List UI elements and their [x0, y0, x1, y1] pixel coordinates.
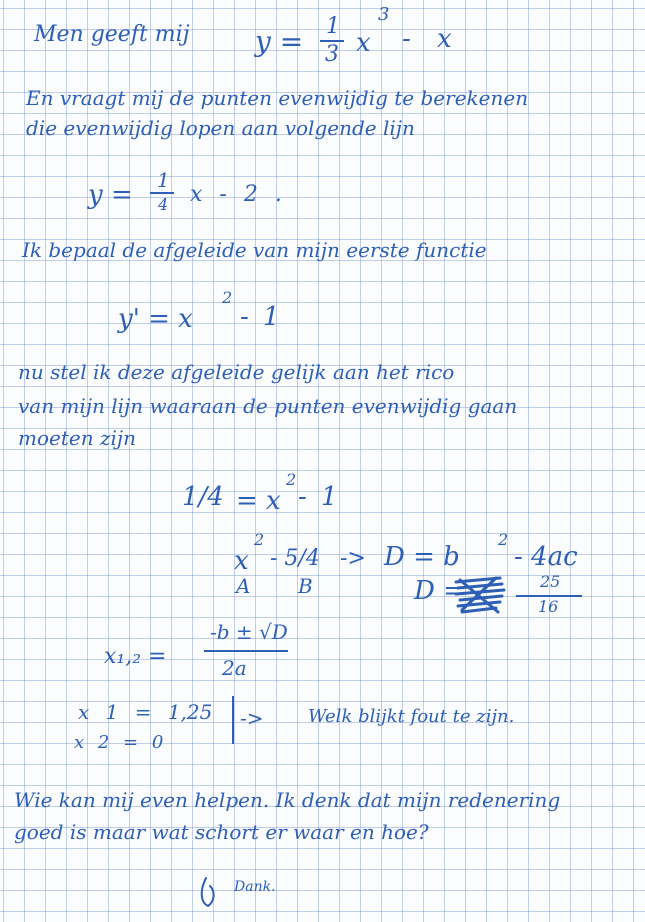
separator-line: [232, 696, 234, 744]
eq5-d-den: 16: [538, 597, 559, 616]
fraction-bar: [150, 192, 174, 194]
eq3-lhs: y' = x: [118, 304, 193, 334]
text-line-9: goed is maar wat schort er waar en hoe?: [14, 820, 429, 844]
eq4-mid: = x: [236, 486, 281, 516]
eq2-num: 1: [157, 168, 170, 192]
text-line-6: van mijn lijn waaraan de punten evenwijdig gaan: [18, 394, 518, 418]
text-line-3: die evenwijdig lopen aan volgende lijn: [26, 116, 415, 140]
eq6-lhs: x₁,₂ =: [104, 644, 167, 669]
eq6-den: 2a: [222, 656, 247, 680]
label-a: A: [236, 574, 251, 598]
eq5-d2: D =: [414, 576, 465, 606]
eq5-rhs-exp: 2: [498, 530, 509, 549]
eq1-var: x: [356, 28, 371, 58]
eq1-fraction: [320, 16, 344, 66]
eq5-left: x: [234, 546, 249, 576]
eq2-lhs: y =: [88, 180, 133, 210]
text-line-7: moeten zijn: [18, 426, 136, 450]
eq3-exp: 2: [222, 288, 233, 307]
eq1-lhs: y =: [255, 25, 304, 58]
eq1-den: 3: [325, 42, 339, 67]
eq5-rhs-rest: - 4ac: [514, 542, 578, 572]
d-fraction: [516, 574, 582, 618]
eq5-arrow: ->: [340, 546, 366, 571]
eq1-exp: 3: [378, 4, 390, 25]
eq1-num: 1: [326, 14, 340, 39]
text-line-8: Wie kan mij even helpen. Ik denk dat mijn redenering: [14, 788, 561, 812]
intro-text: Men geeft mij: [34, 22, 190, 47]
eq6-num: -b ± √D: [210, 620, 288, 644]
eq6-fraction: [204, 620, 288, 682]
eq3-rest: - 1: [240, 302, 280, 332]
eq4-exp: 2: [286, 470, 297, 489]
text-line-2: En vraagt mij de punten evenwijdig te berekenen: [26, 86, 529, 110]
eq4-rest: - 1: [298, 482, 338, 512]
signature-text: Dank.: [234, 879, 276, 895]
text-line-5: nu stel ik deze afgeleide gelijk aan het rico: [18, 360, 455, 384]
solution-arrow: ->: [240, 706, 264, 730]
crossed-out-scribble: [452, 572, 508, 616]
solution-x1: x 1 = 1,25: [78, 700, 213, 724]
eq1-rest: - x: [402, 24, 452, 54]
text-line-4: Ik bepaal de afgeleide van mijn eerste functie: [22, 238, 487, 262]
solution-x2: x 2 = 0: [74, 732, 164, 753]
signature-scribble: [196, 872, 236, 912]
eq5-rest: - 5/4: [270, 546, 320, 571]
eq5-rhs: D = b: [384, 542, 460, 572]
label-b: B: [298, 574, 313, 598]
eq2-rest: x - 2 .: [190, 182, 282, 207]
eq2-den: 4: [158, 195, 169, 214]
eq5-exp: 2: [254, 530, 265, 549]
solution-note: Welk blijkt fout te zijn.: [308, 706, 515, 727]
eq2-fraction: [150, 168, 174, 218]
fraction-bar: [204, 650, 288, 652]
eq5-d-num: 25: [540, 572, 561, 591]
eq4-lhs: 1/4: [182, 482, 224, 512]
